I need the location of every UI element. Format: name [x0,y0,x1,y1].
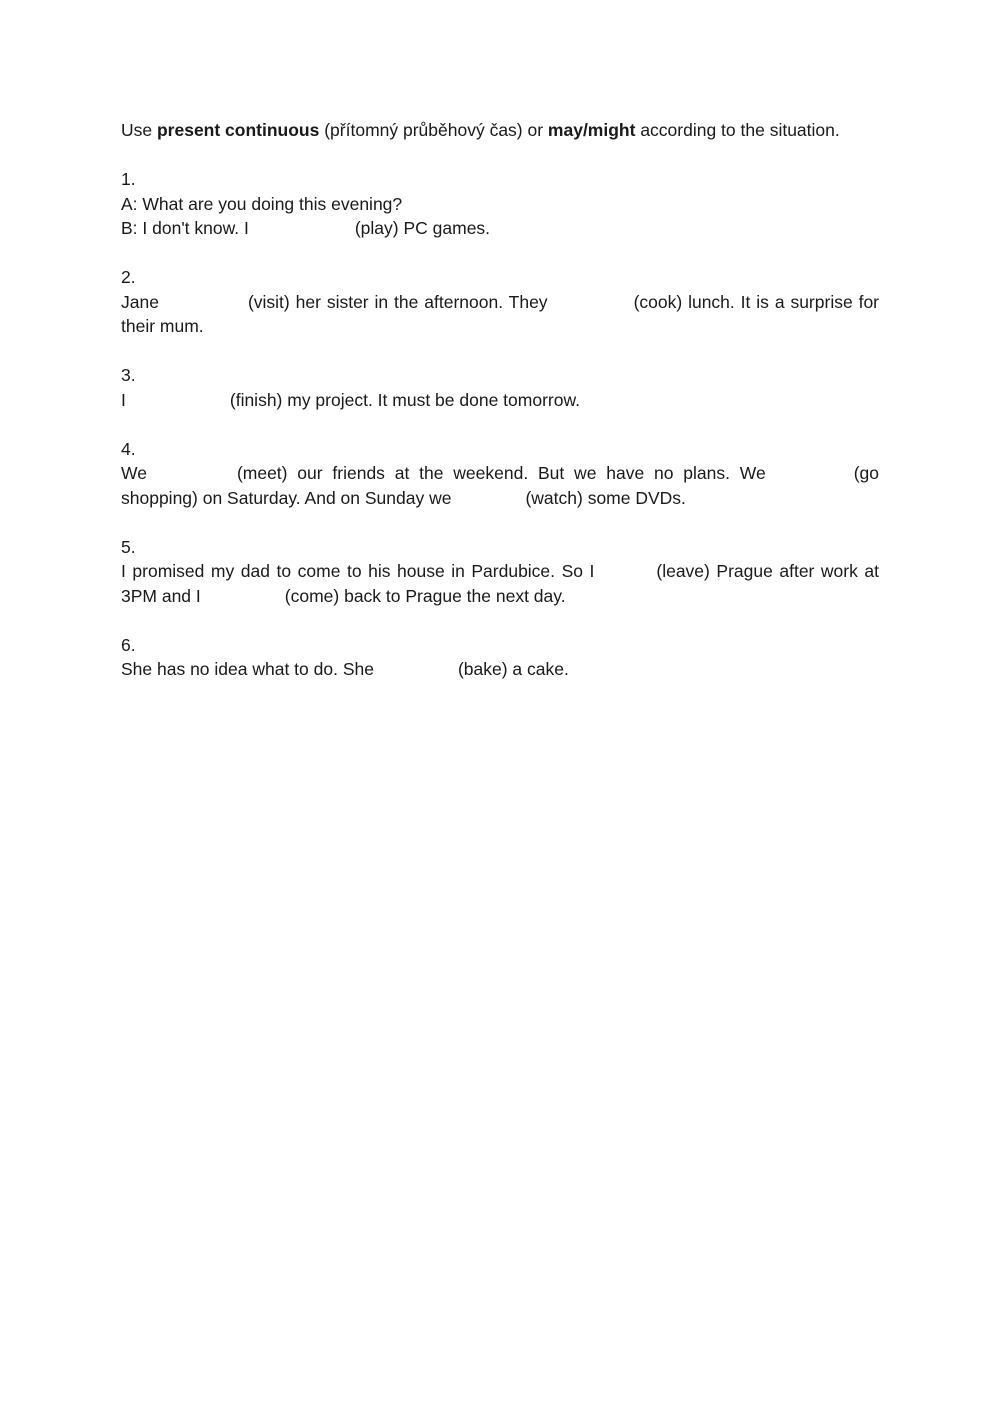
exercise-6-text [121,657,879,682]
exercise-3-text-2: (finish) my project. It must be done tomorrow. [229,389,581,410]
exercise-2-text-3: (cook) lunch. It is a surprise for their mum. [121,291,879,336]
exercise-1 [121,167,879,241]
exercise-3-text-1: I [121,389,126,410]
exercise-6-text-1: She has no idea what to do. She [121,659,374,679]
instruction-text-2: (přítomný průběhový čas) or [319,120,548,140]
exercise-2 [121,265,879,339]
exercise-number: 2. [121,267,136,287]
exercise-4-text-3: (go shopping) on Saturday. And on Sunday we [121,463,879,508]
exercise-4-text [121,461,879,510]
exercise-number: 6. [121,634,136,655]
exercise-number: 3. [121,365,136,385]
exercise-5-text-3: (come) back to Prague the next day. [284,585,566,606]
exercise-1-text-2: (play) PC games. [354,218,491,238]
exercise-2-text-2: (visit) her sister in the afternoon. They [247,291,548,312]
exercise-1-line-b [121,216,879,241]
exercise-5-text [121,559,879,608]
exercise-5-text-1: I promised my dad to come to his house in Pardubice. So I [121,561,595,581]
exercise-number: 5. [121,536,136,557]
instruction-bold-present-continuous: present continuous [156,120,320,140]
exercise-4-text-2: (meet) our friends at the weekend. But we have no plans. We [236,463,766,483]
exercise-number: 4. [121,438,136,459]
instruction-text-3: according to the situation. [635,120,840,140]
worksheet [121,118,879,682]
exercise-2-text [121,290,879,339]
exercise-5-text-2: (leave) Prague after work at 3PM and I [121,561,879,606]
exercise-4-text-1: We [121,463,147,483]
exercise-5 [121,535,879,609]
instruction [121,118,879,143]
exercise-2-text-1: Jane [121,291,159,312]
exercise-4-text-4: (watch) some DVDs. [525,487,686,508]
exercise-1-line-a: A: What are you doing this evening? [121,193,403,214]
exercise-1-text-1: B: I don't know. I [121,218,249,238]
exercise-4 [121,437,879,511]
exercise-3-text [121,388,879,413]
exercise-6 [121,633,879,682]
exercise-number: 1. [121,169,136,189]
instruction-bold-may-might: may/might [547,120,636,140]
exercise-3 [121,363,879,412]
exercise-6-text-2: (bake) a cake. [457,659,569,679]
instruction-text-1: Use [121,120,157,140]
